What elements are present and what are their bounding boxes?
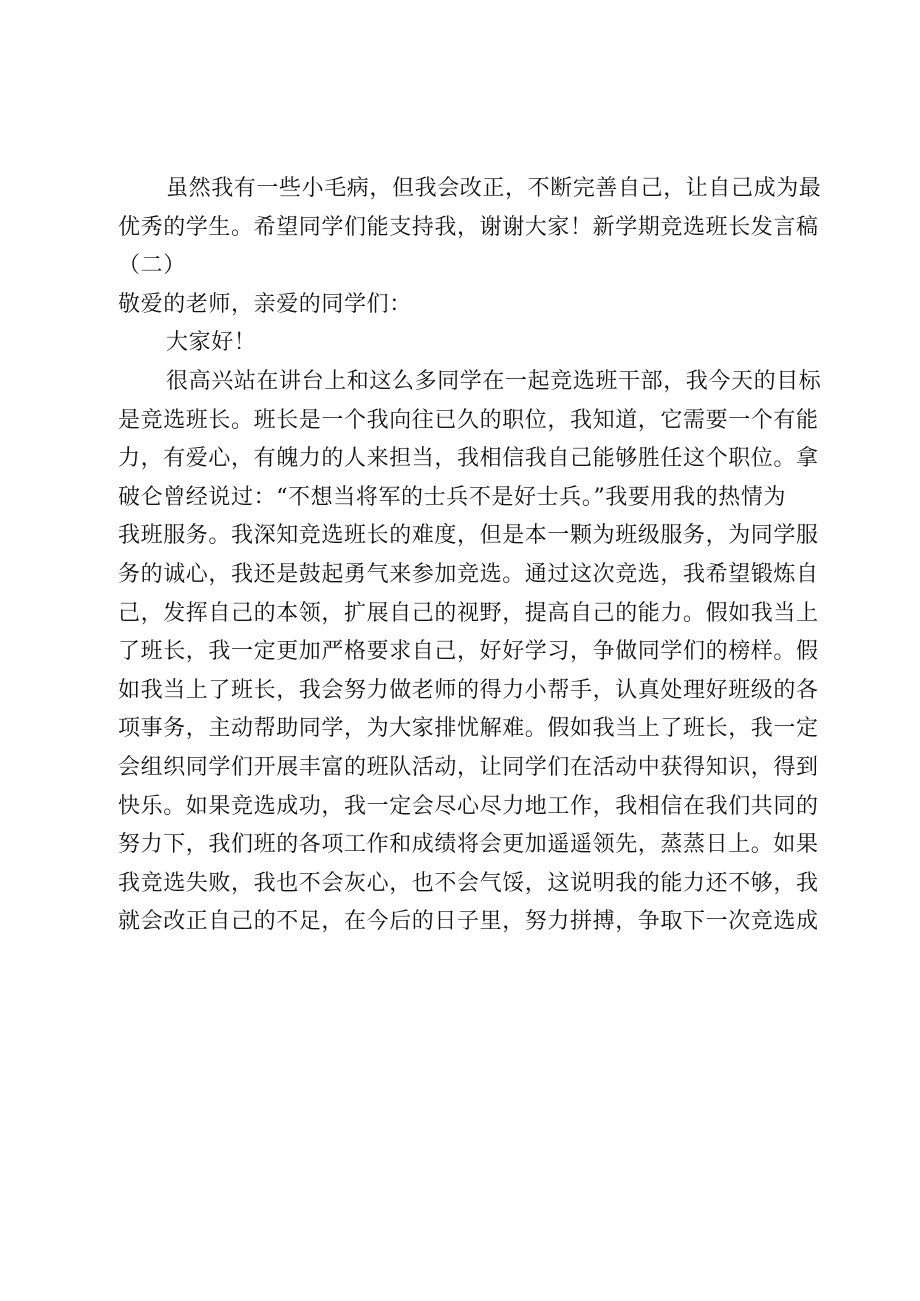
paragraph-closing-remarks [118,170,830,286]
text-line: 就会改正自己的不足，在今后的日子里，努力拼搏，争取下一次竞选成 [118,909,819,935]
text-line: 虽然我有一些小毛病，但我会改正，不断完善自己，让自己成为最 [166,176,822,201]
text-line: 破仑曾经说过：“不想当将军的士兵不是好士兵。”我要用我的热情为 [118,484,787,510]
text-line: 了班长，我一定更加严格要求自己，好好学习，争做同学们的榜样。假 [118,639,819,665]
text-line: 努力下，我们班的各项工作和成绩将会更加遥遥领先，蒸蒸日上。如果 [118,832,819,858]
text-line: 己，发挥自己的本领，扩展自己的视野，提高自己的能力。假如我当上 [118,600,819,626]
paragraph-greeting [118,324,830,363]
paragraph-speech-body [118,363,830,942]
text-line: 务的诚心，我还是鼓起勇气来参加竞选。通过这次竞选，我希望锻炼自 [118,561,819,587]
text-line: 会组织同学们开展丰富的班队活动，让同学们在活动中获得知识，得到 [118,754,819,780]
text-line: 敬爱的老师，亲爱的同学们： [118,291,412,317]
document-body [118,170,830,942]
text-line: 项事务，主动帮助同学，为大家排忧解难。假如我当上了班长，我一定 [118,716,819,742]
text-line: 是竞选班长。班长是一个我向往已久的职位，我知道，它需要一个有能 [118,407,819,433]
text-line: （二） [118,253,186,279]
paragraph-salutation [118,286,830,325]
text-line: 很高兴站在讲台上和这么多同学在一起竞选班干部，我今天的目标 [166,368,822,394]
text-line: 大家好！ [166,330,257,356]
text-line: 我竞选失败，我也不会灰心，也不会气馁，这说明我的能力还不够，我 [118,870,819,896]
text-line: 快乐。如果竞选成功，我一定会尽心尽力地工作，我相信在我们共同的 [118,793,819,819]
text-line: 我班服务。我深知竞选班长的难度，但是本一颗为班级服务，为同学服 [118,523,819,549]
text-line: 优秀的学生。希望同学们能支持我，谢谢大家！新学期竞选班长发言稿 [118,214,819,240]
text-line: 力，有爱心，有魄力的人来担当，我相信我自己能够胜任这个职位。拿 [118,446,819,472]
text-line: 如我当上了班长，我会努力做老师的得力小帮手，认真处理好班级的各 [118,677,819,703]
